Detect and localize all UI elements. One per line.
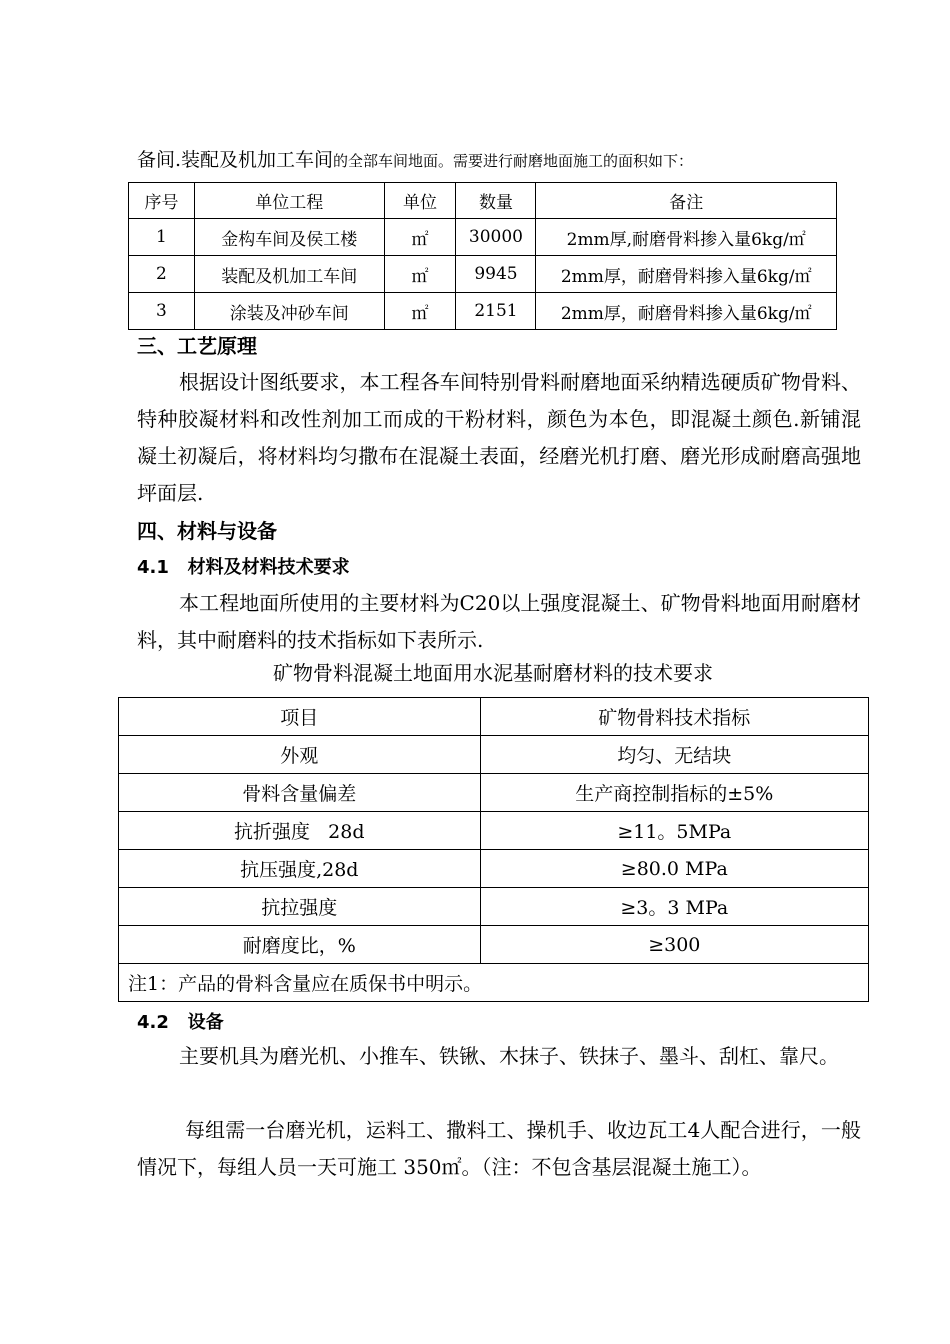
table-header-cell: 项目 (119, 698, 481, 736)
spec-table (118, 697, 869, 1002)
section-heading-materials: 四、材料与设备 (137, 519, 277, 543)
table-cell: 抗压强度,28d (119, 850, 481, 888)
table-header-row (119, 698, 869, 736)
table-cell: 金构车间及侯工楼 (194, 219, 384, 256)
table-header-row (129, 183, 837, 219)
table-caption: 矿物骨料混凝土地面用水泥基耐磨材料的技术要求 (273, 661, 713, 685)
table-row (119, 812, 869, 850)
table-header-cell: 单位工程 (194, 183, 384, 219)
subheading-equipment: 4.2 设备 (137, 1012, 224, 1033)
table-header-cell: 备注 (536, 183, 837, 219)
table-header-cell: 矿物骨料技术指标 (480, 698, 868, 736)
table-cell: 2 (129, 256, 195, 293)
intro-line (137, 148, 693, 173)
table-cell: 涂装及冲砂车间 (194, 293, 384, 330)
table-cell: 装配及机加工车间 (194, 256, 384, 293)
table-cell: 2mm厚,耐磨骨料掺入量6kg/㎡ (536, 219, 837, 256)
equipment-paragraph: 主要机具为磨光机、小推车、铁锹、木抹子、铁抹子、墨斗、刮杠、靠尺。 (179, 1044, 839, 1068)
table-cell: 骨料含量偏差 (119, 774, 481, 812)
table-cell: 30000 (456, 219, 536, 256)
intro-small-text: 的全部车间地面。需要进行耐磨地面施工的面积如下： (333, 152, 694, 170)
table-note: 注1：产品的骨料含量应在质保书中明示。 (119, 964, 869, 1002)
table-header-cell: 单位 (384, 183, 456, 219)
process-paragraph: 根据设计图纸要求，本工程各车间特别骨料耐磨地面采纳精选硬质矿物骨料、特种胶凝材料和改性剂加工而成的干粉材料，颜色为本色，即混凝土颜色.新铺混凝土初凝后，将材料均匀撒布在混凝土表面，经磨光机打磨、磨光形成耐磨高强地坪面层. (137, 370, 861, 505)
table-row (119, 774, 869, 812)
table-cell: 9945 (456, 256, 536, 293)
table-row (129, 219, 837, 256)
section-heading-process: 三、工艺原理 (137, 334, 257, 358)
table-cell: 外观 (119, 736, 481, 774)
table-header-cell: 数量 (456, 183, 536, 219)
table-cell: 1 (129, 219, 195, 256)
table-cell: 2151 (456, 293, 536, 330)
table-cell: 均匀、无结块 (480, 736, 868, 774)
table-note-row (119, 964, 869, 1002)
table-cell: 生产商控制指标的±5% (480, 774, 868, 812)
table-cell: ≥80.0 MPa (480, 850, 868, 888)
table-cell: ㎡ (384, 256, 456, 293)
table-row (119, 926, 869, 964)
table-row (129, 256, 837, 293)
intro-large-text: 备间.装配及机加工车间 (137, 149, 334, 171)
table-cell: ≥11。5MPa (480, 812, 868, 850)
subheading-materials-requirements: 4.1 材料及材料技术要求 (137, 557, 350, 578)
table-cell: ㎡ (384, 219, 456, 256)
table-cell: 耐磨度比，% (119, 926, 481, 964)
table-cell: 抗折强度 28d (119, 812, 481, 850)
table-cell: 抗拉强度 (119, 888, 481, 926)
table-cell: ㎡ (384, 293, 456, 330)
table-row (129, 293, 837, 330)
table-row (119, 736, 869, 774)
table-cell: 3 (129, 293, 195, 330)
table-cell: ≥300 (480, 926, 868, 964)
crew-paragraph: 每组需一台磨光机，运料工、撒料工、操机手、收边瓦工4人配合进行，一般情况下，每组人员一天可施工 350㎡。（注：不包含基层混凝土施工）。 (137, 1118, 861, 1179)
materials-paragraph: 本工程地面所使用的主要材料为C20以上强度混凝土、矿物骨料地面用耐磨材料，其中耐磨料的技术指标如下表所示. (137, 591, 861, 652)
table-cell: 2mm厚，耐磨骨料掺入量6kg/㎡ (536, 256, 837, 293)
table-row (119, 888, 869, 926)
area-table (128, 182, 837, 330)
table-cell: 2mm厚，耐磨骨料掺入量6kg/㎡ (536, 293, 837, 330)
table-row (119, 850, 869, 888)
table-cell: ≥3。3 MPa (480, 888, 868, 926)
table-header-cell: 序号 (129, 183, 195, 219)
